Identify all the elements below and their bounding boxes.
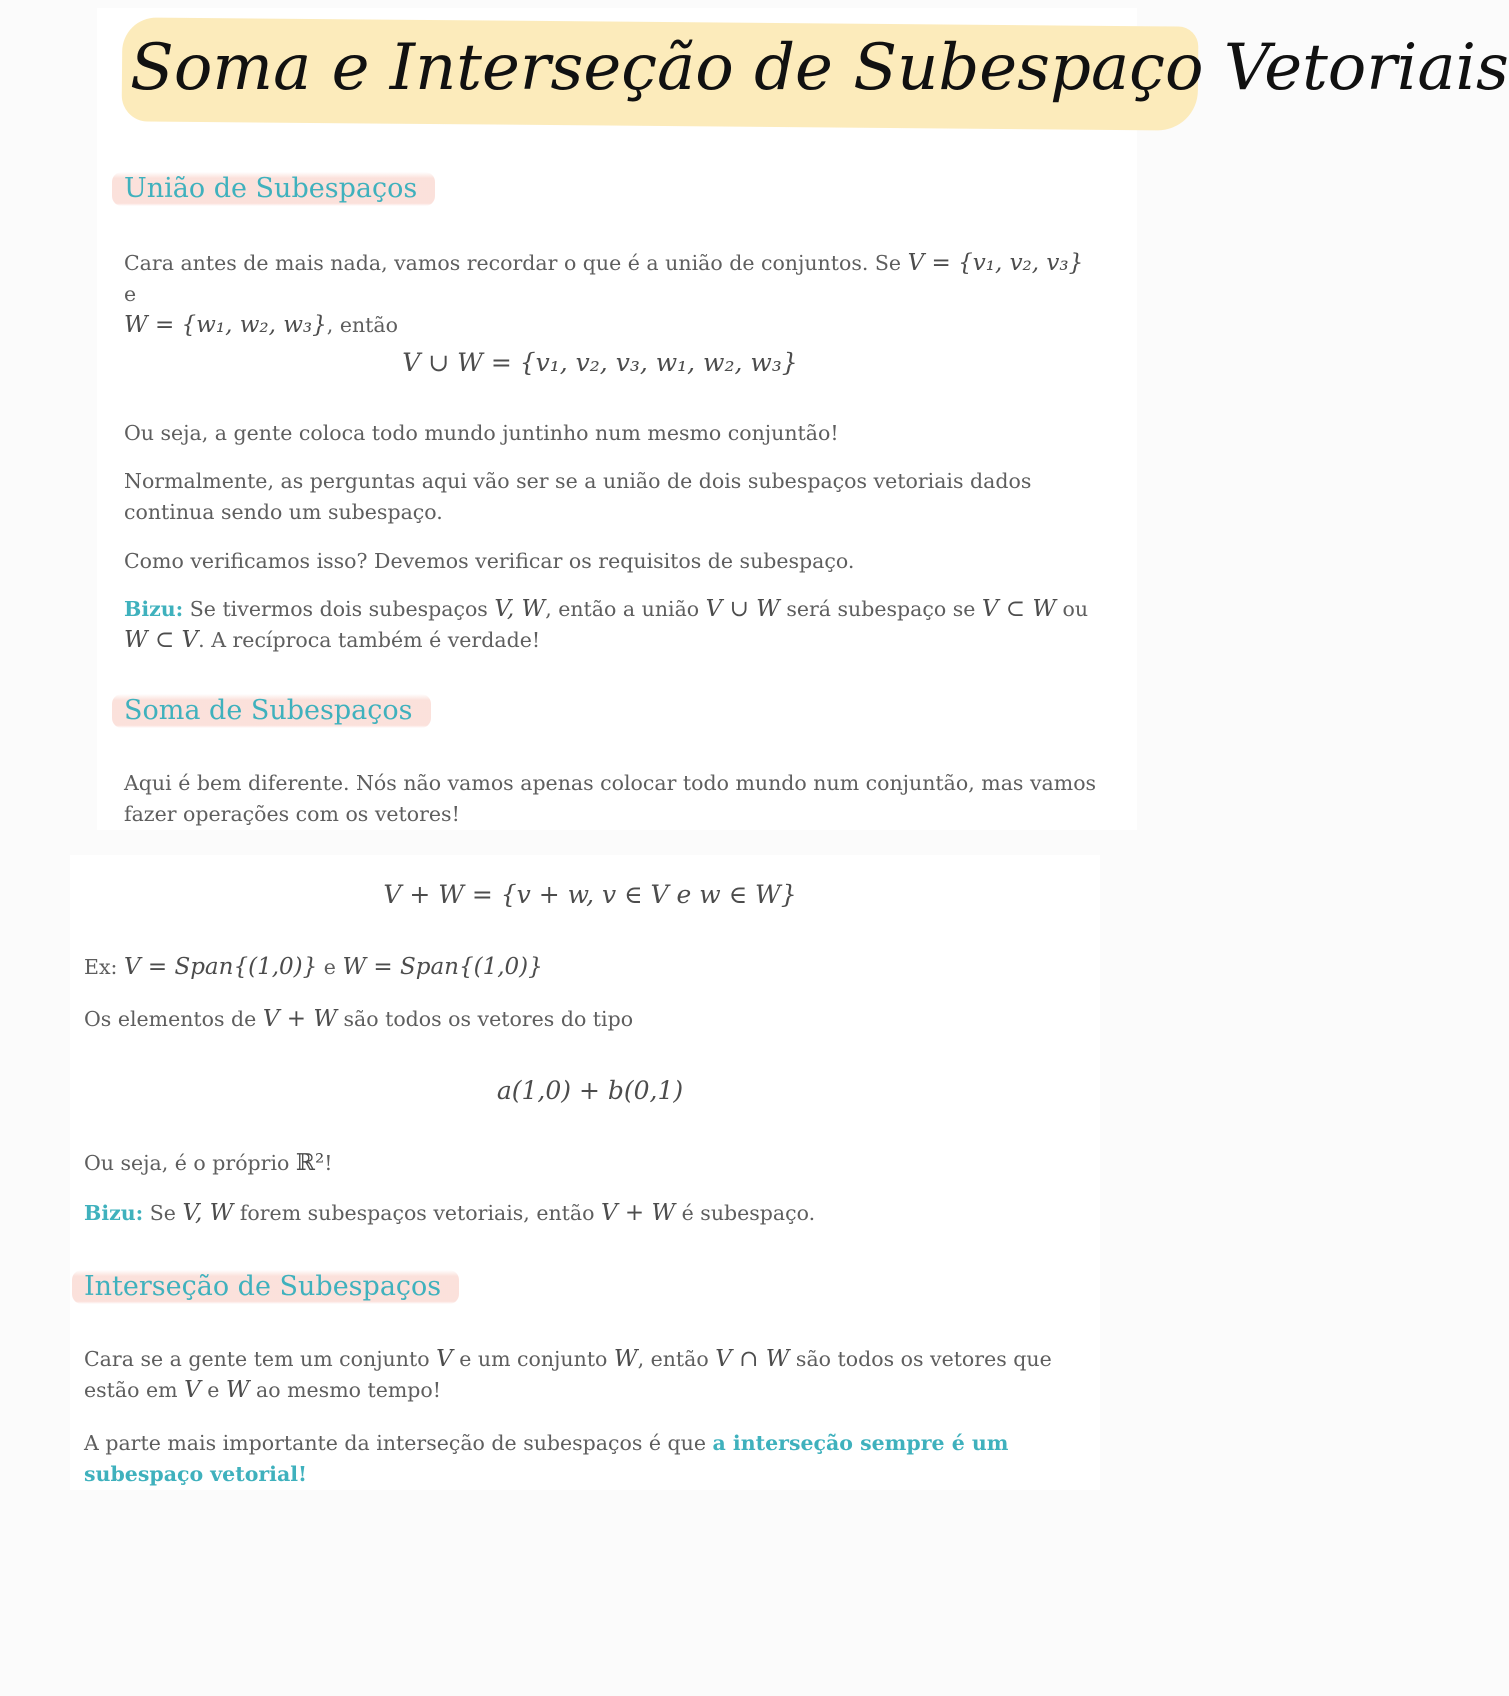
heading-soma: Soma de Subespaços bbox=[112, 694, 431, 728]
bizu-label: Bizu: bbox=[84, 1201, 144, 1225]
intersecao-paragraph-1: Cara se a gente tem um conjunto V e um conjunto W, então V ∩ W são todos os vetores que estão em V e W ao mesmo tempo! bbox=[84, 1346, 1052, 1403]
soma-bizu: Bizu: Se V, W forem subespaços vetoriais, então V + W é subespaço. bbox=[84, 1200, 816, 1226]
uniao-paragraph-4: Como verificamos isso? Devemos verificar os requisitos de subespaço. bbox=[124, 549, 855, 573]
uniao-formula: V ∪ W = {v₁, v₂, v₃, w₁, w₂, w₃} bbox=[402, 348, 798, 377]
soma-formula: V + W = {v + w, v ∈ V e w ∈ W} bbox=[383, 880, 797, 909]
uniao-paragraph-3: Normalmente, as perguntas aqui vão ser se a união de dois subespaços vetoriais dados continua sendo um subespaço. bbox=[124, 469, 1032, 524]
soma-formula-2: a(1,0) + b(0,1) bbox=[496, 1076, 684, 1105]
soma-paragraph-3: Ou seja, é o próprio ℝ²! bbox=[84, 1150, 333, 1176]
uniao-paragraph-1: Cara antes de mais nada, vamos recordar o que é a união de conjuntos. Se V = {v₁, v₂, v₃} e W = {w₁, w₂, w₃}, então bbox=[124, 250, 1084, 338]
uniao-bizu: Bizu: Se tivermos dois subespaços V, W, então a união V ∪ W será subespaço se V ⊂ W ou W ⊂ V. A recíproca também é verdade! bbox=[124, 596, 1089, 653]
intersecao-highlight: a interseção sempre é um subespaço vetorial! bbox=[84, 1431, 1009, 1486]
soma-example: Ex: V = Span{(1,0)} e W = Span{(1,0)} bbox=[84, 954, 543, 980]
heading-intersecao: Interseção de Subespaços bbox=[72, 1270, 459, 1304]
uniao-paragraph-2: Ou seja, a gente coloca todo mundo juntinho num mesmo conjuntão! bbox=[124, 421, 839, 445]
soma-paragraph-2: Os elementos de V + W são todos os vetores do tipo bbox=[84, 1006, 634, 1032]
page-title: Soma e Interseção de Subespaço Vetoriais bbox=[130, 31, 1509, 105]
intersecao-paragraph-2: A parte mais importante da interseção de subespaços é que a interseção sempre é um subespaço vetorial! bbox=[84, 1431, 1009, 1486]
heading-uniao: União de Subespaços bbox=[112, 172, 435, 206]
soma-paragraph-1: Aqui é bem diferente. Nós não vamos apenas colocar todo mundo num conjuntão, mas vamos fazer operações com os vetores! bbox=[124, 771, 1097, 826]
bizu-label: Bizu: bbox=[124, 597, 184, 621]
